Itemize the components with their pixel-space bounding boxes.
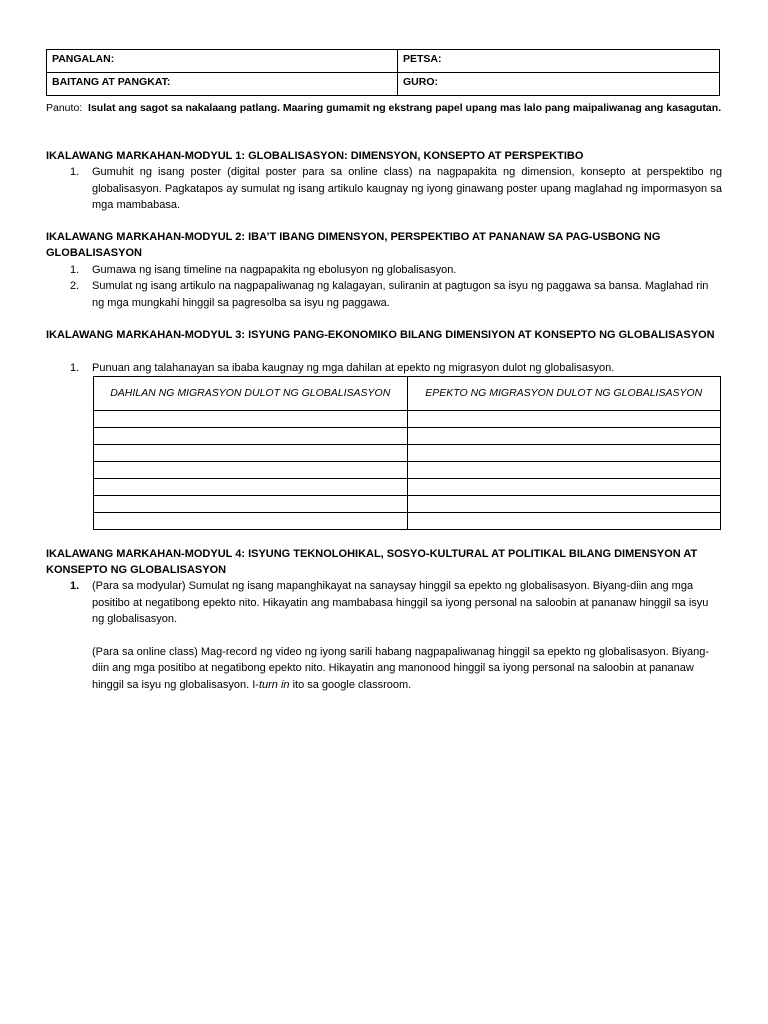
module-2-title: IKALAWANG MARKAHAN-MODYUL 2: IBA’T IBANG DIMENSYON, PERSPEKTIBO AT PANANAW SA PAG-USBONG NG GLOBALISASYON (46, 231, 661, 259)
date-field-label: PETSA: (398, 50, 720, 73)
item-text: Gumuhit ng isang poster (digital poster para sa online class) na nagpapakita ng dimension, konsepto at perspektibo ng globalisasyon. Pagkatapos ay sumulat ng isang artikulo kaugnay ng iyong ginawang poster upang maglahad ng impormasyon sa mga mambabasa. (92, 166, 722, 211)
column-header-effects: EPEKTO NG MIGRASYON DULOT NG GLOBALISASYON (407, 377, 721, 411)
item-text-online-class (92, 644, 722, 694)
module-1-item-1 (70, 164, 722, 214)
cause-cell[interactable] (94, 496, 408, 513)
cause-cell[interactable] (94, 462, 408, 479)
name-field-label: PANGALAN: (47, 50, 398, 73)
instructions-text: Isulat ang sagot sa nakalaang patlang. Maaring gumamit ng ekstrang papel upang mas lalo pang maipaliwanag ang kasagutan. (88, 102, 722, 114)
item-number: 2. (70, 280, 80, 292)
migration-table (93, 376, 721, 530)
item-text: Punuan ang talahanayan sa ibaba kaugnay ng mga dahilan at epekto ng migrasyon dulot ng globalisasyon. (92, 362, 615, 374)
table-row (94, 496, 721, 513)
module-4-item-1 (70, 578, 722, 693)
item-text: Gumawa ng isang timeline na nagpapakita ng ebolusyon ng globalisasyon. (92, 264, 457, 276)
item-text-online-start: (Para sa online class) Mag-record ng video ng iyong sarili habang nagpapaliwanag hinggil sa epekto ng globalisasyon. Biyang-diin ang mga positibo at negatibong epekto nito. Hikayatin ang manonood hinggil sa iyong personal na saloobin at pananaw hinggil sa isyu ng globalisasyon. I- (92, 645, 709, 691)
effect-cell[interactable] (407, 411, 721, 428)
effect-cell[interactable] (407, 428, 721, 445)
student-info-table (46, 49, 720, 96)
effect-cell[interactable] (407, 496, 721, 513)
item-number: 1. (70, 264, 80, 276)
item-number: 1. (70, 362, 80, 374)
item-number: 1. (70, 166, 80, 178)
effect-cell[interactable] (407, 513, 721, 530)
module-3-title: IKALAWANG MARKAHAN-MODYUL 3: ISYUNG PANG-EKONOMIKO BILANG DIMENSIYON AT KONSEPTO NG GLOBALISASYON (46, 329, 715, 341)
table-row (94, 513, 721, 530)
grade-section-field-label: BAITANG AT PANGKAT: (47, 73, 398, 96)
column-header-causes: DAHILAN NG MIGRASYON DULOT NG GLOBALISASYON (94, 377, 408, 411)
module-1-title: IKALAWANG MARKAHAN-MODYUL 1: GLOBALISASYON: DIMENSYON, KONSEPTO AT PERSPEKTIBO (46, 150, 584, 162)
cause-cell[interactable] (94, 445, 408, 462)
table-row (94, 411, 721, 428)
effect-cell[interactable] (407, 462, 721, 479)
module-4-title: IKALAWANG MARKAHAN-MODYUL 4: ISYUNG TEKNOLOHIKAL, SOSYO-KULTURAL AT POLITIKAL BILANG DIMENSYON AT KONSEPTO NG GLOBALISASYON (46, 548, 698, 576)
module-2-item-1 (70, 262, 722, 279)
module-3-item-1 (70, 360, 722, 377)
module-2-item-2 (70, 278, 722, 311)
instructions (46, 100, 722, 116)
table-row (94, 445, 721, 462)
effect-cell[interactable] (407, 445, 721, 462)
cause-cell[interactable] (94, 513, 408, 530)
cause-cell[interactable] (94, 479, 408, 496)
instructions-label: Panuto: (46, 102, 83, 114)
table-row (94, 479, 721, 496)
item-text-online-italic: turn in (258, 678, 290, 691)
teacher-field-label: GURO: (398, 73, 720, 96)
item-number: 1. (70, 580, 80, 592)
item-text-modular: (Para sa modyular) Sumulat ng isang mapanghikayat na sanaysay hinggil sa epekto ng globalisasyon. Biyang-diin ang mga positibo at negatibong epekto nito. Hikayatin ang mambabasa hinggil sa iyong personal na saloobin at pananaw hinggil sa isyu ng globalisasyon. (92, 580, 709, 625)
item-text-online-end: ito sa google classroom. (289, 678, 412, 691)
cause-cell[interactable] (94, 428, 408, 445)
table-row (94, 462, 721, 479)
effect-cell[interactable] (407, 479, 721, 496)
item-text: Sumulat ng isang artikulo na nagpapaliwanag ng kalagayan, suliranin at pagtugon sa isyu ng paggawa sa bansa. Maglahad rin ng mga mungkahi hinggil sa pagresolba sa isyu ng paggawa. (92, 280, 709, 309)
table-row (94, 428, 721, 445)
cause-cell[interactable] (94, 411, 408, 428)
